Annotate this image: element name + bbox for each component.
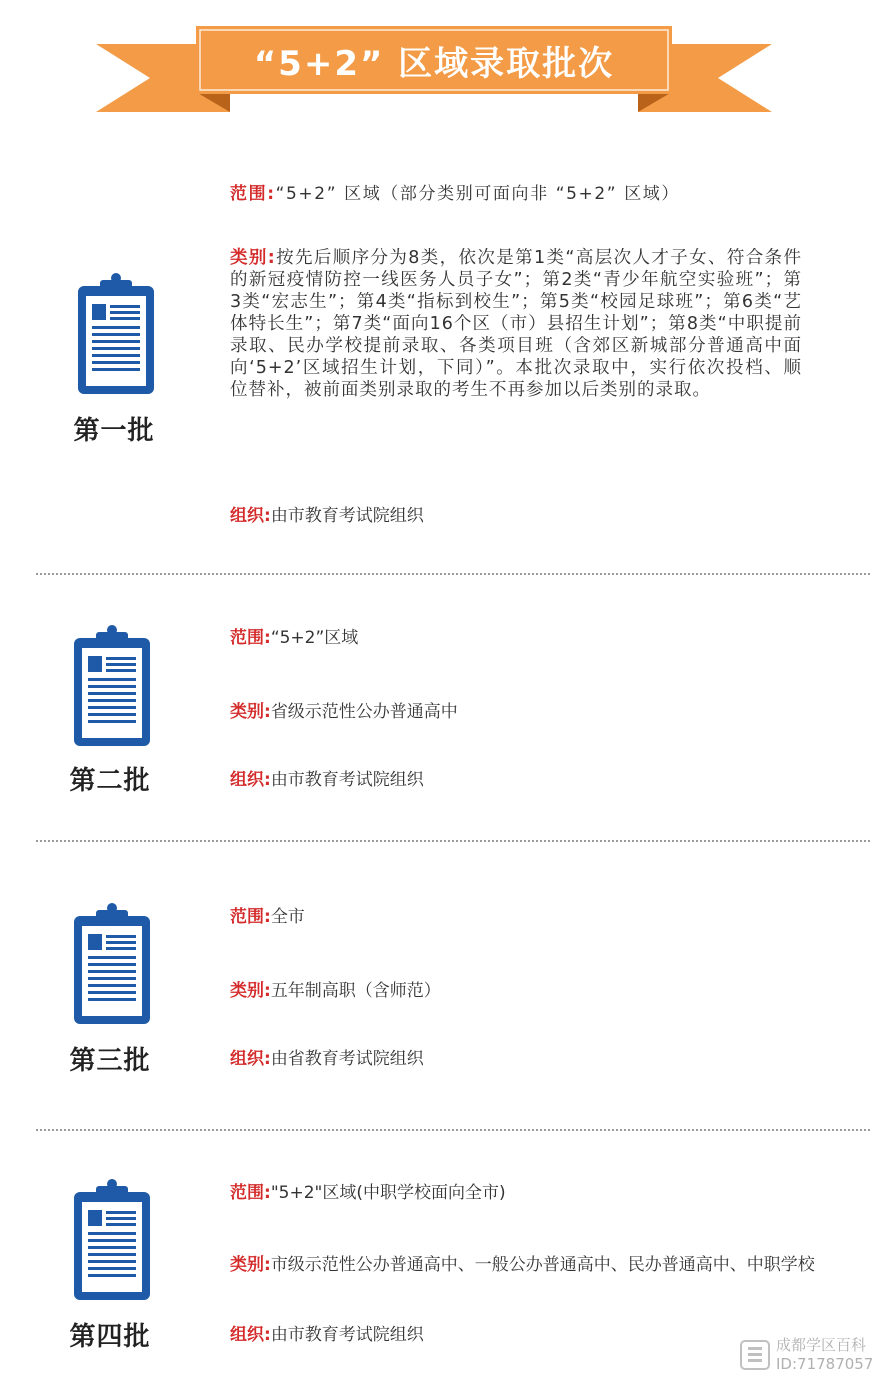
org-value: 由市教育考试院组织 xyxy=(270,1325,424,1345)
title-banner xyxy=(0,0,886,125)
scope-row xyxy=(230,627,358,649)
category-value: 市级示范性公办普通高中、一般公办普通高中、民办普通高中、中职学校 xyxy=(270,1255,815,1275)
scope-value: "5+2"区域(中职学校面向全市) xyxy=(270,1183,506,1203)
org-value: 由市教育考试院组织 xyxy=(270,770,424,790)
org-label: 组织: xyxy=(230,1325,271,1345)
clipboard-icon xyxy=(76,272,156,396)
watermark-logo-icon xyxy=(740,1340,770,1370)
scope-label: 范围: xyxy=(230,628,271,648)
scope-label: 范围: xyxy=(230,1183,271,1203)
clipboard-icon xyxy=(72,902,152,1026)
org-row xyxy=(230,769,424,791)
org-label: 组织: xyxy=(230,1049,271,1069)
org-value: 由省教育考试院组织 xyxy=(270,1049,424,1069)
scope-row xyxy=(230,183,680,205)
section-divider xyxy=(36,1129,870,1131)
category-row xyxy=(230,701,458,723)
watermark xyxy=(740,1336,880,1376)
category-row xyxy=(230,247,802,401)
banner-title: “5+2” 区域录取批次 xyxy=(253,43,615,84)
org-row xyxy=(230,505,424,527)
batch-name: 第一批 xyxy=(73,416,155,446)
clipboard-icon xyxy=(72,624,152,748)
category-value: 省级示范性公办普通高中 xyxy=(270,702,458,722)
scope-row xyxy=(230,906,305,928)
clipboard-icon xyxy=(72,1178,152,1302)
org-row xyxy=(230,1324,424,1346)
category-label: 类别: xyxy=(230,702,271,722)
category-row xyxy=(230,1250,850,1280)
scope-value: 全市 xyxy=(270,907,305,927)
batch-name: 第三批 xyxy=(69,1046,151,1076)
scope-value: “5+2” 区域（部分类别可面向非 “5+2” 区域） xyxy=(275,184,681,204)
category-row xyxy=(230,980,441,1002)
category-label: 类别: xyxy=(230,248,276,268)
category-label: 类别: xyxy=(230,1255,271,1275)
scope-label: 范围: xyxy=(230,184,276,204)
batch-name: 第二批 xyxy=(69,766,151,796)
section-divider xyxy=(36,573,870,575)
batch-name: 第四批 xyxy=(69,1322,151,1352)
org-value: 由市教育考试院组织 xyxy=(270,506,424,526)
watermark-line-1: 成都学区百科 xyxy=(776,1336,867,1354)
category-label: 类别: xyxy=(230,981,271,1001)
org-label: 组织: xyxy=(230,506,271,526)
org-label: 组织: xyxy=(230,770,271,790)
category-value: 按先后顺序分为8类，依次是第1类“高层次人才子女、符合条件的新冠疫情防控一线医务人员子女”；第2类“青少年航空实验班”；第3类“宏志生”；第4类“指标到校生”；第5类“校园足球班”；第6类“艺体特长生”；第7类“面向16个区（市）县招生计划”；第8类“中职提前录取、民办学校提前录取、各类项目班（含郊区新城部分普通高中面向‘5+2’区域招生计划，下同）”。本批次录取中，实行依次投档、顺位替补，被前面类别录取的考生不再参加以后类别的录取。 xyxy=(230,248,803,400)
category-value: 五年制高职（含师范） xyxy=(270,981,441,1001)
org-row xyxy=(230,1048,424,1070)
scope-value: “5+2”区域 xyxy=(270,628,359,648)
watermark-line-2: ID:71787057 xyxy=(776,1355,874,1373)
scope-label: 范围: xyxy=(230,907,271,927)
scope-row xyxy=(230,1182,506,1204)
watermark-text xyxy=(776,1336,873,1374)
section-divider xyxy=(36,840,870,842)
